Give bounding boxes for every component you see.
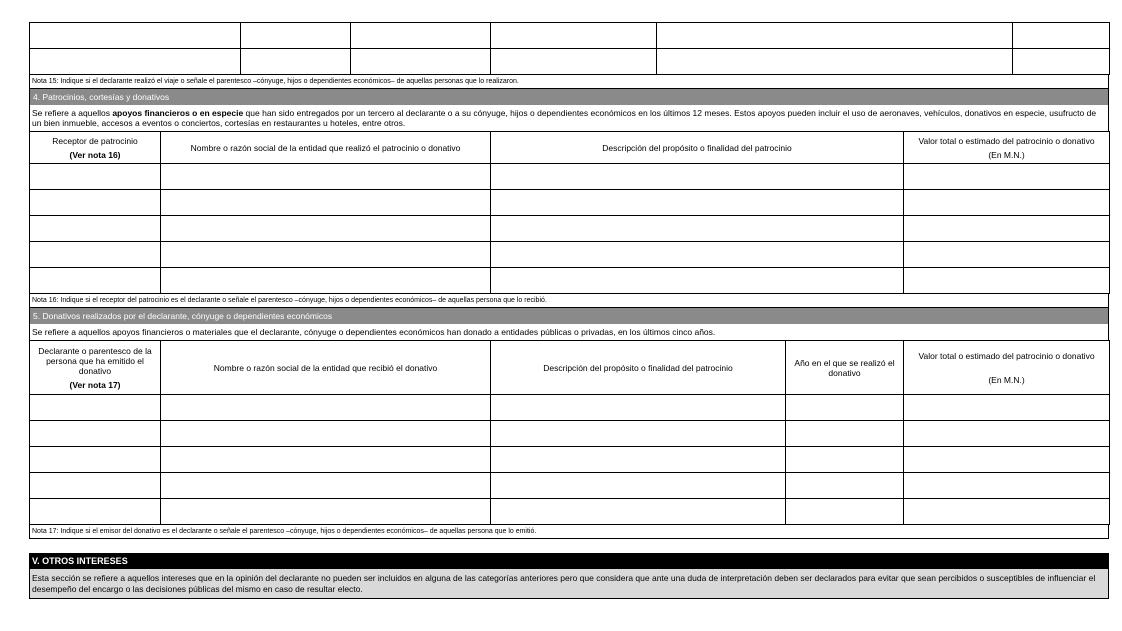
- table-cell[interactable]: [161, 242, 491, 268]
- otros-intereses-description: Esta sección se refiere a aquellos intereses que en la opinión del declarante no pueden ser incluidos en alguna de las categorías anteriores pero que considera que ante una duda de interpretación deben ser declarados para evitar que sean percibidos o susceptibles de influenciar el desempeño del encargo o las decisiones públicas del mismo en caso de resultar electo.: [29, 569, 1109, 599]
- section-4-title: 4. Patrocinios, cortesías y donativos: [29, 89, 1109, 105]
- table-cell[interactable]: [904, 216, 1110, 242]
- section-4-desc-bold: apoyos financieros o en especie: [112, 108, 244, 118]
- col-valor-note: (En M.N.): [988, 149, 1025, 160]
- table-cell[interactable]: [161, 421, 491, 447]
- table-cell[interactable]: [904, 242, 1110, 268]
- table-cell[interactable]: [904, 164, 1110, 190]
- col-valor-note: (En M.N.): [988, 374, 1025, 385]
- travel-table: [29, 22, 1110, 75]
- table-row: [30, 242, 1110, 268]
- col-declarante: [30, 341, 161, 395]
- table-cell[interactable]: [30, 499, 161, 525]
- table-row: [30, 499, 1110, 525]
- table-row: [30, 49, 1110, 75]
- col-descripcion: Descripción del propósito o finalidad del patrocinio: [491, 132, 904, 164]
- section-4-desc-part2: que han sido entregados por un tercero al declarante o a su cónyuge, hijos o dependientes económicos en los últimos 12 meses. Estos apoyos pueden incluir el uso de aeronaves, vehículos, donativos en especie, usufructo de un bien inmueble, accesos a eventos o conciertos, cortesías en restaurantes u hoteles, entre otros.: [32, 108, 1097, 128]
- table-cell[interactable]: [904, 447, 1110, 473]
- table-cell[interactable]: [786, 499, 904, 525]
- table-cell[interactable]: [491, 473, 786, 499]
- col-nombre: Nombre o razón social de la entidad que realizó el patrocinio o donativo: [161, 132, 491, 164]
- table-cell[interactable]: [786, 421, 904, 447]
- col-valor: [904, 132, 1110, 164]
- table-cell[interactable]: [241, 23, 351, 49]
- table-cell[interactable]: [30, 395, 161, 421]
- col-receptor-label: Receptor de patrocinio: [52, 135, 138, 146]
- section-5-description: Se refiere a aquellos apoyos financieros o materiales que el declarante, cónyuge o dependientes económicos han donado a entidades públicas o privadas, en los últimos cinco años.: [29, 324, 1109, 340]
- table-row: [30, 190, 1110, 216]
- table-row: [30, 473, 1110, 499]
- otros-intereses-title: V. OTROS INTERESES: [29, 553, 1109, 569]
- table-row: [30, 268, 1110, 294]
- table-cell[interactable]: [491, 216, 904, 242]
- table-cell[interactable]: [30, 49, 241, 75]
- section-gap: [29, 539, 1109, 553]
- col-valor-label: Valor total o estimado del patrocinio o donativo: [918, 350, 1095, 361]
- patrocinios-table: [29, 131, 1110, 294]
- table-cell[interactable]: [904, 421, 1110, 447]
- table-cell[interactable]: [30, 421, 161, 447]
- table-cell[interactable]: [161, 216, 491, 242]
- table-row: [30, 164, 1110, 190]
- table-row: [30, 447, 1110, 473]
- table-cell[interactable]: [491, 421, 786, 447]
- table-cell[interactable]: [161, 164, 491, 190]
- table-cell[interactable]: [491, 268, 904, 294]
- table-header-row: [30, 341, 1110, 395]
- table-cell[interactable]: [904, 190, 1110, 216]
- table-row: [30, 395, 1110, 421]
- table-cell[interactable]: [30, 164, 161, 190]
- table-cell[interactable]: [786, 395, 904, 421]
- declaration-form: [29, 22, 1109, 599]
- table-cell[interactable]: [30, 190, 161, 216]
- table-cell[interactable]: [786, 473, 904, 499]
- table-cell[interactable]: [491, 395, 786, 421]
- table-cell[interactable]: [1013, 49, 1110, 75]
- table-cell[interactable]: [30, 242, 161, 268]
- table-cell[interactable]: [161, 268, 491, 294]
- table-cell[interactable]: [904, 395, 1110, 421]
- table-cell[interactable]: [161, 190, 491, 216]
- nota-16: Nota 16: Indique si el receptor del patrocinio es el declarante o señale el parentesco –cónyuge, hijos o dependientes económicos– de aquellas persona que lo recibió.: [29, 294, 1109, 308]
- table-cell[interactable]: [491, 499, 786, 525]
- table-cell[interactable]: [30, 473, 161, 499]
- table-cell[interactable]: [786, 447, 904, 473]
- col-entidad: Nombre o razón social de la entidad que recibió el donativo: [161, 341, 491, 395]
- section-4-desc-part1: Se refiere a aquellos: [32, 108, 113, 118]
- col-anio: Año en el que se realizó el donativo: [786, 341, 904, 395]
- table-cell[interactable]: [30, 23, 241, 49]
- table-cell[interactable]: [904, 473, 1110, 499]
- section-5-title: 5. Donativos realizados por el declarante, cónyuge o dependientes económicos: [29, 308, 1109, 324]
- table-cell[interactable]: [161, 499, 491, 525]
- nota-17: Nota 17: Indique si el emisor del donativo es el declarante o señale el parentesco –cónyuge, hijos o dependientes económicos– de aquellas persona que lo emitió.: [29, 525, 1109, 539]
- col-valor-label: Valor total o estimado del patrocinio o donativo: [918, 135, 1095, 146]
- table-row: [30, 216, 1110, 242]
- donativos-table: [29, 340, 1110, 525]
- col-valor: [904, 341, 1110, 395]
- table-cell[interactable]: [491, 23, 657, 49]
- table-cell[interactable]: [1013, 23, 1110, 49]
- col-receptor: [30, 132, 161, 164]
- table-cell[interactable]: [904, 499, 1110, 525]
- table-cell[interactable]: [241, 49, 351, 75]
- table-cell[interactable]: [491, 447, 786, 473]
- table-row: [30, 23, 1110, 49]
- nota-15: Nota 15: Indique si el declarante realizó el viaje o señale el parentesco –cónyuge, hijos o dependientes económicos– de aquellas personas que lo realizaron.: [29, 75, 1109, 89]
- col-declarante-label: Declarante o parentesco de la persona que ha emitido el donativo: [38, 345, 152, 376]
- table-cell[interactable]: [161, 473, 491, 499]
- table-cell[interactable]: [351, 49, 491, 75]
- table-cell[interactable]: [657, 49, 1013, 75]
- table-row: [30, 421, 1110, 447]
- section-4-description: [29, 105, 1109, 131]
- table-cell[interactable]: [30, 216, 161, 242]
- table-cell[interactable]: [491, 164, 904, 190]
- table-header-row: [30, 132, 1110, 164]
- table-cell[interactable]: [491, 49, 657, 75]
- col-receptor-note: (Ver nota 16): [69, 149, 121, 160]
- table-cell[interactable]: [491, 242, 904, 268]
- table-cell[interactable]: [30, 447, 161, 473]
- table-cell[interactable]: [904, 268, 1110, 294]
- table-cell[interactable]: [657, 23, 1013, 49]
- col-descripcion: Descripción del propósito o finalidad del patrocinio: [491, 341, 786, 395]
- col-declarante-note: (Ver nota 17): [69, 379, 121, 390]
- table-cell[interactable]: [30, 268, 161, 294]
- table-cell[interactable]: [161, 395, 491, 421]
- table-cell[interactable]: [161, 447, 491, 473]
- table-cell[interactable]: [491, 190, 904, 216]
- table-cell[interactable]: [351, 23, 491, 49]
